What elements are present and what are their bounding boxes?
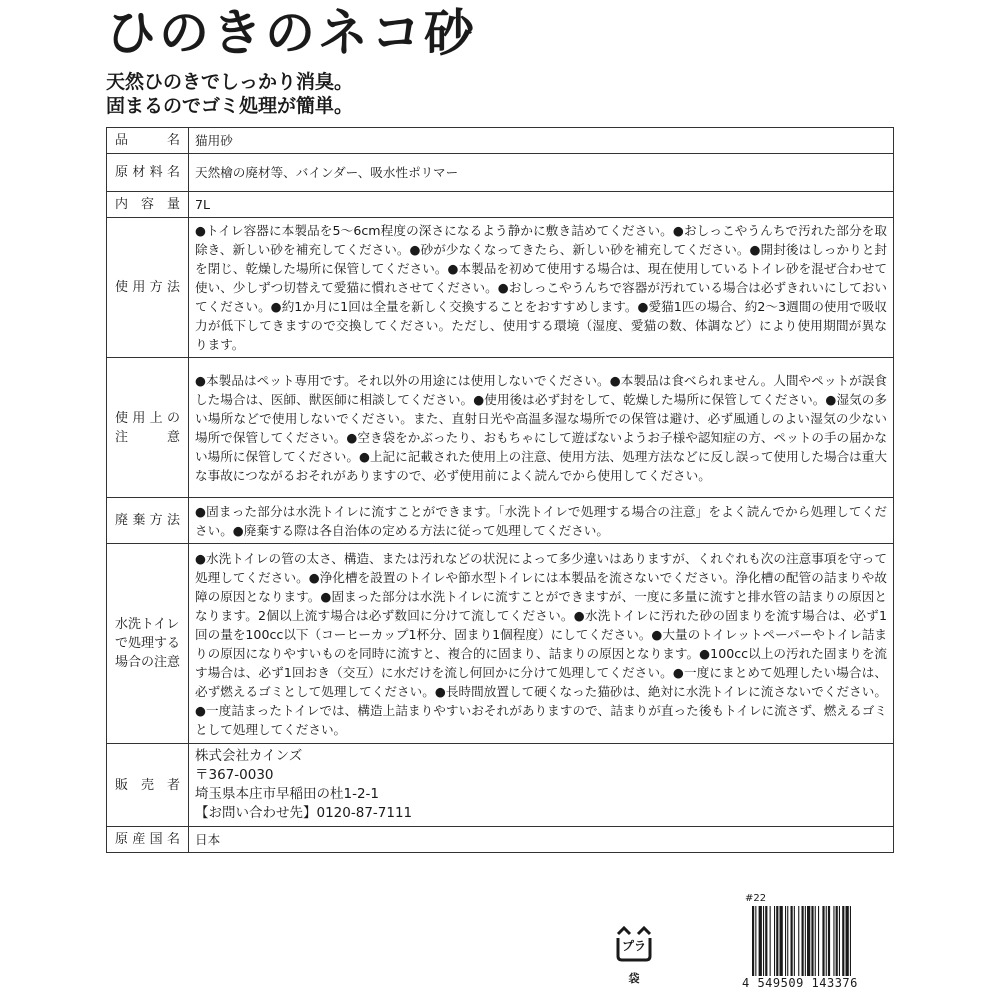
table-row <box>107 154 894 192</box>
table-row <box>107 358 894 498</box>
seller-postal-code: 〒367-0030 <box>195 767 274 783</box>
recycle-mark-label: 袋 <box>628 972 640 985</box>
row-label-product-name: 品名 <box>107 128 189 154</box>
row-label-materials: 原材料名 <box>107 154 189 192</box>
table-row <box>107 827 894 853</box>
table-row <box>107 218 894 358</box>
seller-address: 埼玉県本庄市早稲田の杜1-2-1 <box>195 786 380 802</box>
barcode-digits: 4 549509 143376 <box>742 976 858 990</box>
row-value-origin: 日本 <box>189 827 894 853</box>
tagline-line-2: 固まるのでゴミ処理が簡単。 <box>106 95 354 117</box>
tagline <box>106 70 353 118</box>
product-info-table <box>106 127 894 853</box>
row-label-seller: 販売者 <box>107 744 189 827</box>
plastic-recycle-icon <box>610 920 658 968</box>
label-line: 水洗トイレ <box>115 617 180 632</box>
row-value-precautions: ●本製品はペット専用です。それ以外の用途には使用しないでください。●本製品は食べられません。人間やペットが誤食した場合は、医師、獣医師に相談してください。●使用後は必ず封をして、乾燥した場所に保管してください。●湿気の多い場所などで使用しないでください。また、直射日光や高温多湿な場所での保管は避け、必ず風通しのよい湿気の少ない場所で保管してください。●空き袋をかぶったり、おもちゃにして遊ばないようお子様や認知症の方、ペットの手の届かない場所に保管してください。●上記に記載された使用上の注意、使用方法、処理方法などに反し誤って使用した場合は重大な事故につながるおそれがありますので、必ず使用前によく読んでから使用してください。 <box>189 358 894 498</box>
row-label-origin: 原産国名 <box>107 827 189 853</box>
row-label-usage: 使用方法 <box>107 218 189 358</box>
row-value-volume: 7L <box>189 192 894 218</box>
tagline-line-1: 天然ひのきでしっかり消臭。 <box>106 71 354 93</box>
seller-contact: 【お問い合わせ先】0120-87-7111 <box>195 805 413 821</box>
label-line: で処理する <box>115 636 181 651</box>
row-value-materials: 天然檜の廃材等、バインダー、吸水性ポリマー <box>189 154 894 192</box>
table-row <box>107 128 894 154</box>
row-value-disposal: ●固まった部分は水洗トイレに流すことができます。「水洗トイレで処理する場合の注意」をよく読んでから処理してください。●廃棄する際は各自治体の定める方法に従って処理してください。 <box>189 498 894 544</box>
row-label-precautions <box>107 358 189 498</box>
label-line: 場合の注意 <box>115 655 181 670</box>
barcode-code-label: #22 <box>745 893 767 904</box>
plastic-recycle-mark <box>610 920 658 990</box>
seller-company: 株式会社カインズ <box>195 748 303 764</box>
row-value-flush-notes: ●水洗トイレの管の太さ、構造、または汚れなどの状況によって多少違いはありますが、くれぐれも次の注意事項を守って処理してください。●浄化槽を設置のトイレや節水型トイレには本製品を流さないでください。浄化槽の配管の詰まりや故障の原因となります。●固まった部分は水洗トイレに流すことができますが、一度に多量に流すと排水管の詰まりの原因となります。2個以上流す場合は必ず数回に分けて流してください。●水洗トイレに汚れた砂の固まりを流す場合は、必ず1回の量を100cc以下（コーヒーカップ1杯分、固まり1個程度）にしてください。●大量のトイレットペーパーやトイレ詰まりの原因になりやすいものを同時に流すと、複合的に固まり、詰まりの原因となります。●100cc以上の汚れた固まりを流す場合は、必ず1回おき（交互）に水だけを流し何回かに分けて処理してください。●一度にまとめて処理したい場合は、必ず燃えるゴミとして処理してください。●長時間放置して硬くなった猫砂は、絶対に水洗トイレに流さないでください。●一度詰まったトイレでは、構造上詰まりやすいおそれがありますので、詰まりが直った後もトイレに流さず、燃えるゴミとして処理してください。 <box>189 544 894 744</box>
barcode-icon <box>750 906 890 978</box>
label-line: 注意 <box>115 429 182 445</box>
row-label-flush-notes <box>107 544 189 744</box>
row-value-product-name: 猫用砂 <box>189 128 894 154</box>
barcode <box>742 893 894 991</box>
table-row <box>107 744 894 827</box>
table-row <box>107 544 894 744</box>
table-row <box>107 498 894 544</box>
svg-text:プラ: プラ <box>621 939 647 953</box>
row-label-volume: 内容量 <box>107 192 189 218</box>
row-value-usage: ●トイレ容器に本製品を5～6cm程度の深さになるよう静かに敷き詰めてください。●おしっこやうんちで汚れた部分を取除き、新しい砂を補充してください。●砂が少なくなってきたら、新しい砂を補充してください。●開封後はしっかりと封を閉じ、乾燥した場所に保管してください。●本製品を初めて使用する場合は、現在使用しているトイレ砂を混ぜ合わせて使い、少しずつ切替えて愛猫に慣れさせてください。●おしっこやうんちで容器が汚れている場合は必ずきれいにしておいてください。●約1か月に1回は全量を新しく交換することをおすすめします。●愛猫1匹の場合、約2～3週間の使用で吸収力が低下してきますので交換してください。ただし、使用する環境（湿度、愛猫の数、体調など）により使用期間が異なります。 <box>189 218 894 358</box>
label-line: 使用上の <box>115 410 182 426</box>
row-value-seller <box>189 744 894 827</box>
row-label-disposal: 廃棄方法 <box>107 498 189 544</box>
product-title: ひのきのネコ砂 <box>106 4 477 62</box>
table-row <box>107 192 894 218</box>
